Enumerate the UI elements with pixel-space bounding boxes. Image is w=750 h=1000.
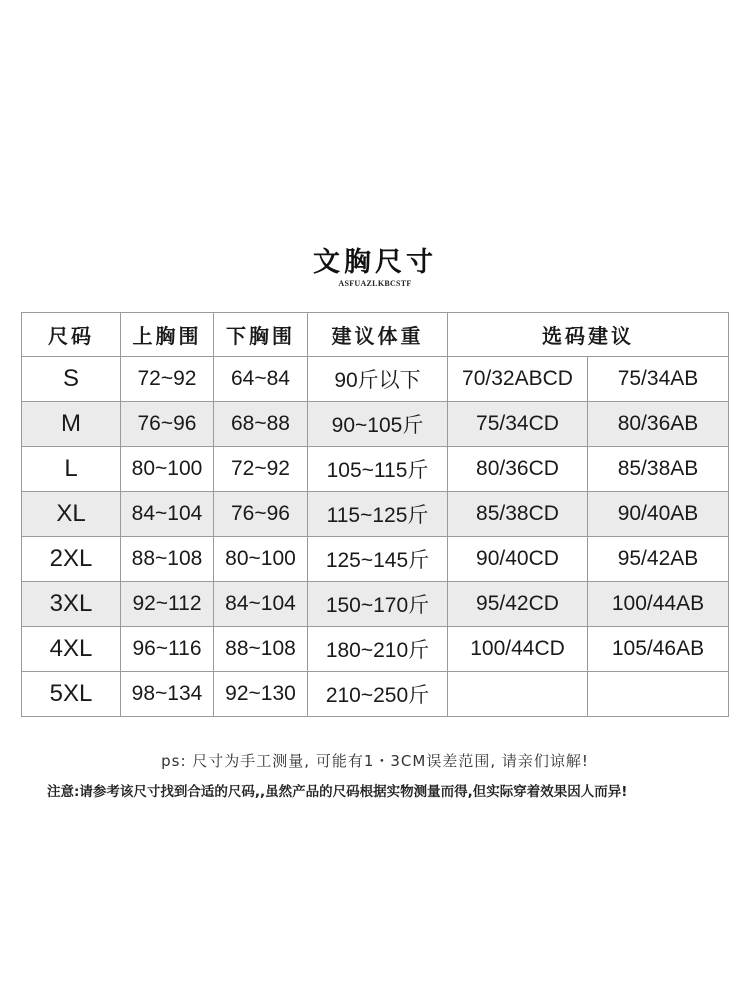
table-row: [22, 581, 729, 626]
cell-lower: 72~92: [214, 446, 308, 491]
table-row: [22, 536, 729, 581]
header-recommendation: 选码建议: [448, 313, 729, 357]
cell-size: 5XL: [22, 671, 121, 716]
ps-note: ps: 尺寸为手工测量, 可能有1・3CM误差范围, 请亲们谅解!: [161, 752, 589, 770]
cell-rec1: 80/36CD: [448, 446, 588, 491]
cell-weight: 180~210斤: [308, 626, 448, 671]
cell-upper: 84~104: [121, 491, 214, 536]
cell-rec1: 85/38CD: [448, 491, 588, 536]
cell-weight: 150~170斤: [308, 581, 448, 626]
cell-size: M: [22, 401, 121, 446]
table-row: [22, 491, 729, 536]
cell-weight: 105~115斤: [308, 446, 448, 491]
cell-weight: 90斤以下: [308, 356, 448, 401]
cell-rec2: [588, 671, 729, 716]
cell-rec2: 85/38AB: [588, 446, 729, 491]
header-weight: 建议体重: [308, 313, 448, 357]
cell-rec1: 75/34CD: [448, 401, 588, 446]
header-under-bust: 下胸围: [214, 313, 308, 357]
table-row: [22, 626, 729, 671]
cell-lower: 76~96: [214, 491, 308, 536]
chart-title: 文胸尺寸: [313, 247, 437, 278]
cell-size: S: [22, 356, 121, 401]
cell-lower: 88~108: [214, 626, 308, 671]
cell-lower: 84~104: [214, 581, 308, 626]
cell-rec1: 100/44CD: [448, 626, 588, 671]
cell-lower: 64~84: [214, 356, 308, 401]
cell-rec2: 90/40AB: [588, 491, 729, 536]
cell-rec1: 90/40CD: [448, 536, 588, 581]
cell-rec1: 70/32ABCD: [448, 356, 588, 401]
table-row: [22, 671, 729, 716]
cell-upper: 72~92: [121, 356, 214, 401]
cell-size: XL: [22, 491, 121, 536]
cell-lower: 68~88: [214, 401, 308, 446]
table-row: [22, 401, 729, 446]
cell-weight: 210~250斤: [308, 671, 448, 716]
table-header-row: [22, 313, 729, 357]
cell-rec2: 80/36AB: [588, 401, 729, 446]
cell-size: 3XL: [22, 581, 121, 626]
cell-rec1: [448, 671, 588, 716]
chart-subtitle: ASFUAZLKBCSTF: [338, 279, 412, 288]
cell-lower: 80~100: [214, 536, 308, 581]
cell-upper: 76~96: [121, 401, 214, 446]
cell-weight: 115~125斤: [308, 491, 448, 536]
cell-rec2: 75/34AB: [588, 356, 729, 401]
cell-size: 2XL: [22, 536, 121, 581]
cell-size: 4XL: [22, 626, 121, 671]
cell-upper: 92~112: [121, 581, 214, 626]
cell-size: L: [22, 446, 121, 491]
cell-upper: 98~134: [121, 671, 214, 716]
cell-weight: 90~105斤: [308, 401, 448, 446]
table-row: [22, 356, 729, 401]
cell-rec1: 95/42CD: [448, 581, 588, 626]
table-row: [22, 446, 729, 491]
size-table: [21, 312, 729, 717]
notice-note: 注意:请参考该尺寸找到合适的尺码,,虽然产品的尺码根据实物测量而得,但实际穿着效果因人而异!: [47, 784, 628, 800]
cell-rec2: 105/46AB: [588, 626, 729, 671]
cell-rec2: 95/42AB: [588, 536, 729, 581]
cell-upper: 88~108: [121, 536, 214, 581]
cell-weight: 125~145斤: [308, 536, 448, 581]
header-upper-bust: 上胸围: [121, 313, 214, 357]
cell-lower: 92~130: [214, 671, 308, 716]
cell-rec2: 100/44AB: [588, 581, 729, 626]
header-size: 尺码: [22, 313, 121, 357]
cell-upper: 96~116: [121, 626, 214, 671]
cell-upper: 80~100: [121, 446, 214, 491]
